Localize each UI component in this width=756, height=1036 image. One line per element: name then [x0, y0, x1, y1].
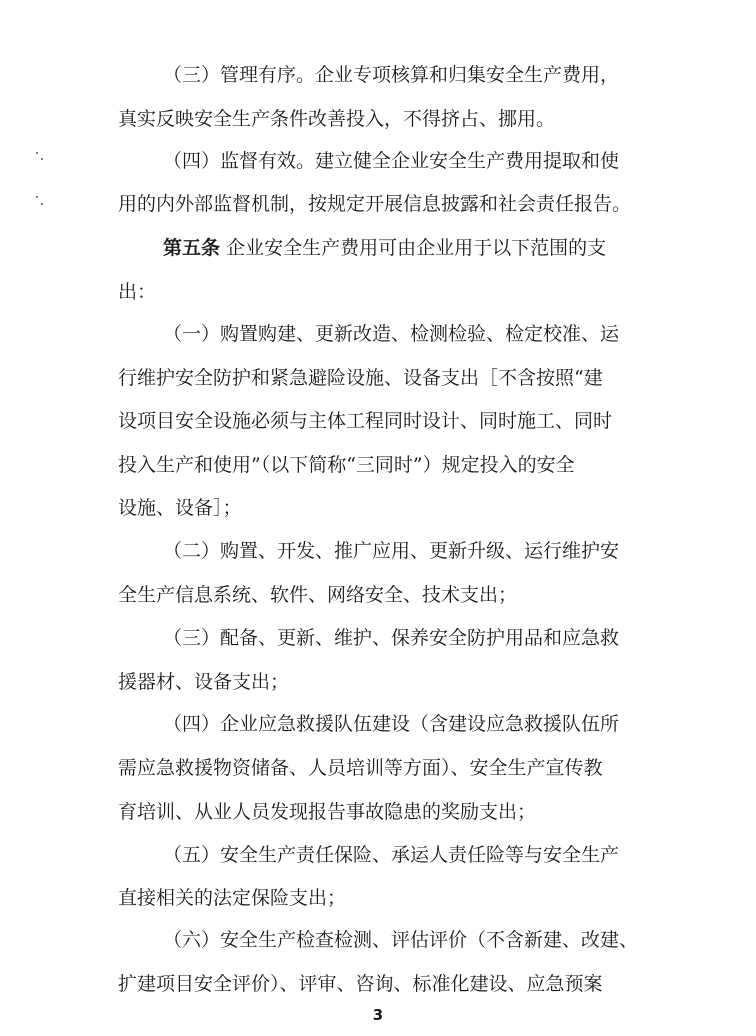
text-line: （三）配备、更新、维护、保养安全防护用品和应急救 [163, 627, 620, 649]
text-line: 扩建项目安全评价）、评审、咨询、标准化建设、应急预案 [118, 973, 603, 995]
page-number: 3 [372, 1006, 384, 1024]
scan-speck [41, 203, 43, 205]
text-line: 全生产信息系统、软件、网络安全、技术支出； [118, 584, 518, 606]
text-line: （六）安全生产检查检测、评估评价（不含新建、改建、 [163, 929, 639, 951]
text-line: 育培训、从业人员发现报告事故隐患的奖励支出； [118, 801, 537, 823]
text-line: 需应急救援物资储备、人员培训等方面）、安全生产宣传教 [118, 757, 603, 779]
scan-speck [36, 152, 38, 154]
text-line: 出： [118, 281, 157, 303]
text-line: 设项目安全设施必须与主体工程同时设计、同时施工、同时 [118, 410, 613, 432]
text-line: 直接相关的法定保险支出； [118, 887, 347, 909]
text-line: （二）购置、开发、推广应用、更新升级、运行维护安 [163, 540, 620, 562]
text-line: （四）企业应急救援队伍建设（含建设应急救援队伍所 [163, 713, 620, 735]
text-line: 投入生产和使用”（以下简称“三同时”）规定投入的安全 [118, 454, 575, 476]
text-line: 行维护安全防护和紧急避险设施、设备支出［不含按照“建 [118, 367, 603, 389]
text-line: 援器材、设备支出； [118, 671, 290, 693]
text-line: 企业安全生产费用可由企业用于以下范围的支 [226, 237, 607, 259]
text-line: （一）购置购建、更新改造、检测检验、检定校准、运 [163, 323, 620, 345]
article-line [163, 236, 606, 260]
text-line: 真实反映安全生产条件改善投入，不得挤占、挪用。 [118, 108, 556, 130]
text-line: （四）监督有效。建立健全企业安全生产费用提取和使 [163, 150, 620, 172]
scan-speck [36, 196, 38, 198]
article-heading: 第五条 [163, 237, 221, 259]
scan-speck [41, 158, 43, 160]
text-line: （五）安全生产责任保险、承运人责任险等与安全生产 [163, 844, 620, 866]
text-line: 用的内外部监督机制，按规定开展信息披露和社会责任报告。 [118, 193, 632, 215]
text-line: 设施、设备］； [118, 497, 242, 519]
text-line: （三）管理有序。企业专项核算和归集安全生产费用， [163, 64, 620, 86]
